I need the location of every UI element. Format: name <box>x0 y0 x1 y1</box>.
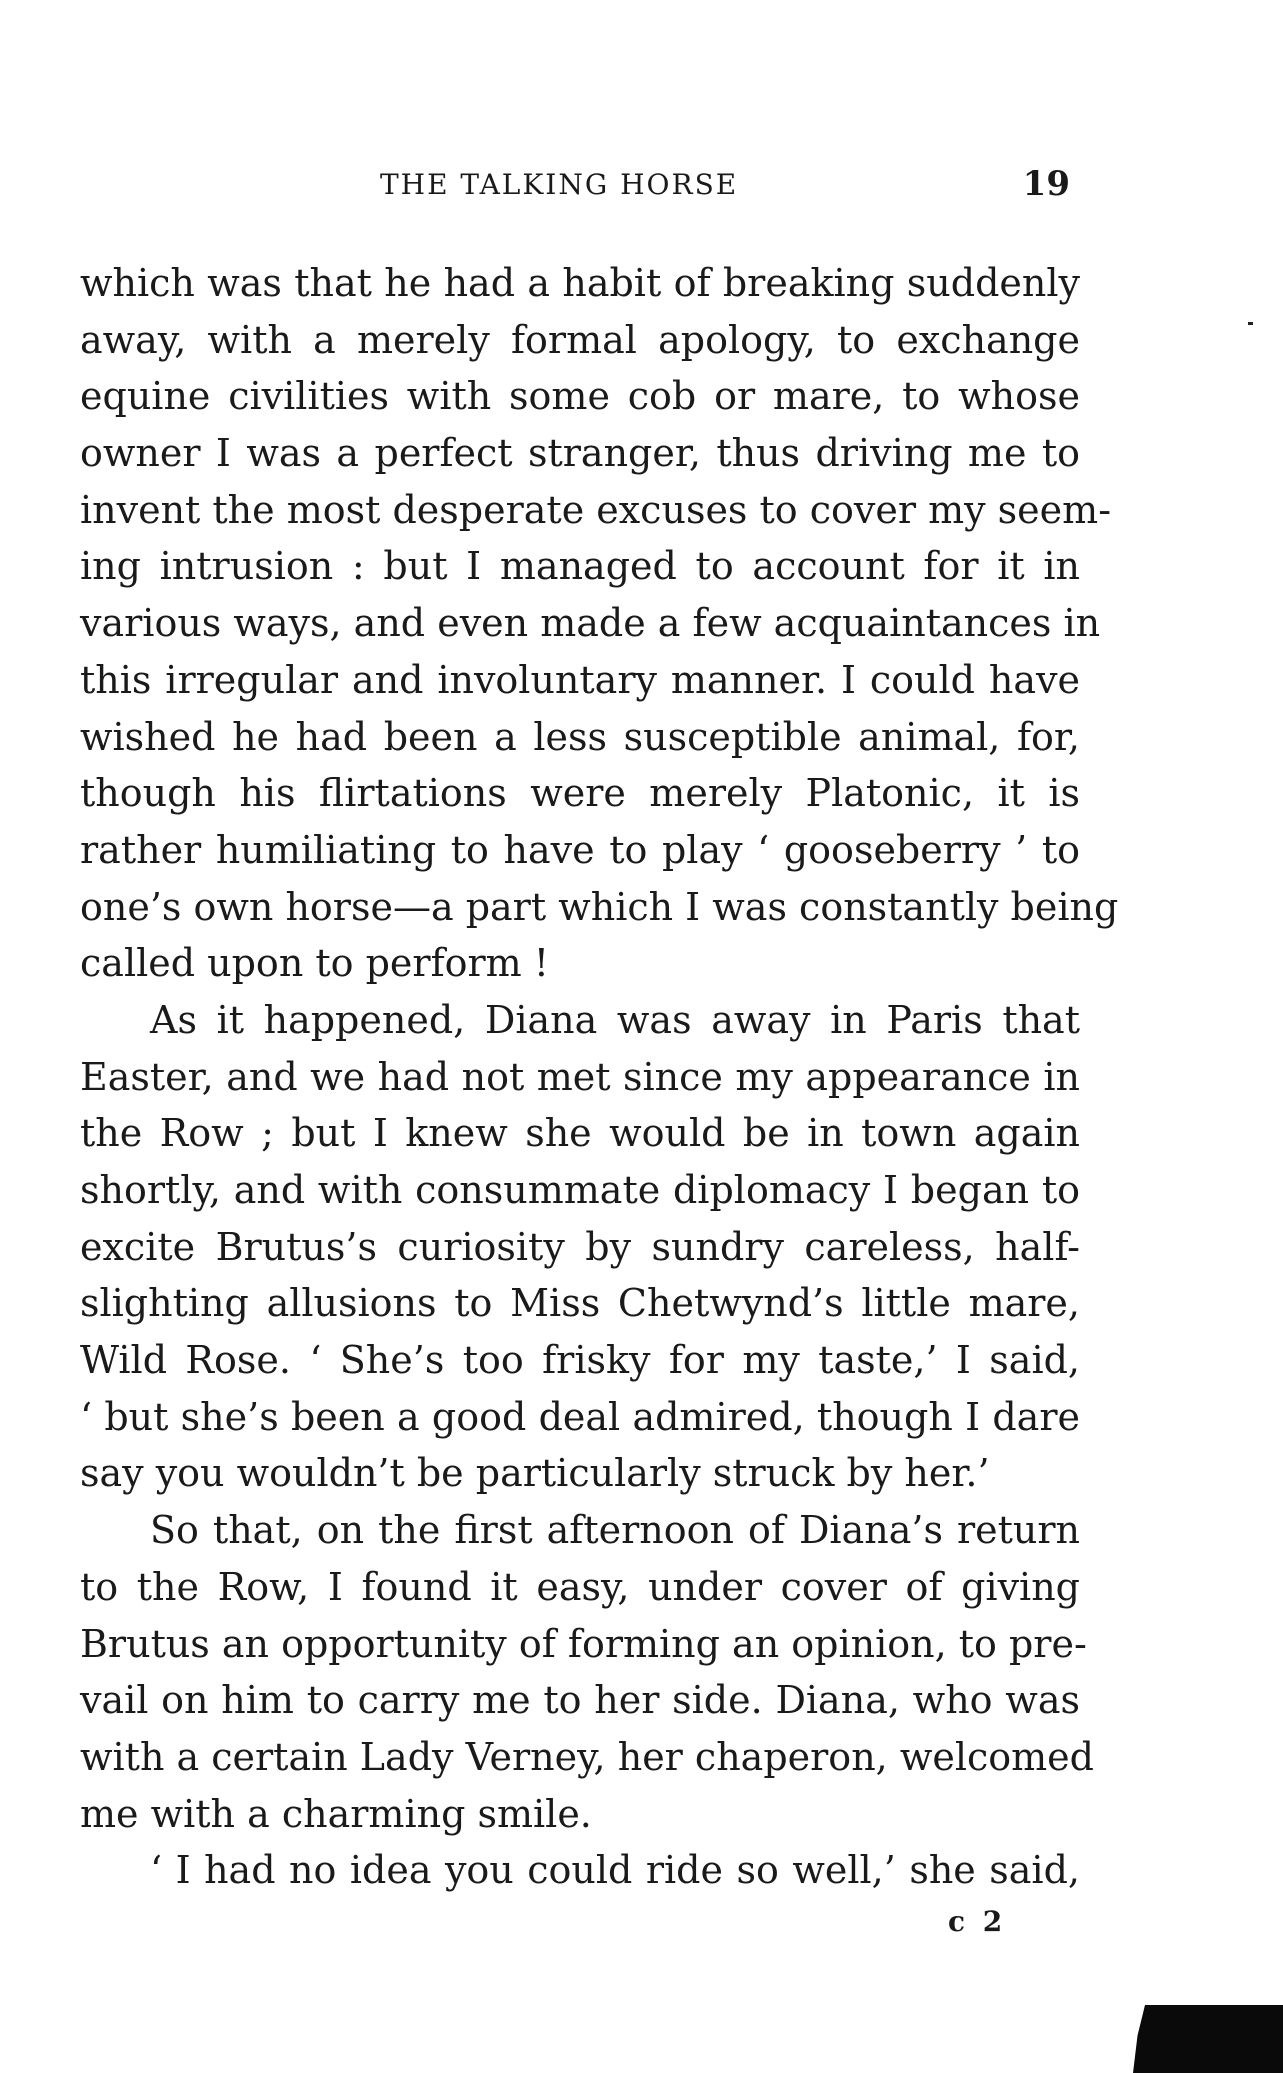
text-line: with a certain Lady Verney, her chaperon, welcomed <box>80 1734 1094 1779</box>
text-line: Brutus an opportunity of forming an opinion, to pre- <box>80 1621 1087 1666</box>
text-line: away, with a merely formal apology, to exchange <box>80 317 1080 362</box>
page-header <box>80 164 1080 212</box>
text-line: one’s own horse—a part which I was constantly being <box>80 884 1119 929</box>
text-line: say you wouldn’t be particularly struck by her.’ <box>80 1451 990 1496</box>
text-line: shortly, and with consummate diplomacy I began to <box>80 1168 1080 1212</box>
text-line: rather humiliating to have to play ‘ gooseberry ’ to <box>80 827 1080 872</box>
text-line: slighting allusions to Miss Chetwynd’s little mare, <box>80 1281 1080 1326</box>
page-number: 19 <box>1022 164 1070 204</box>
text-line: excite Brutus’s curiosity by sundry careless, half- <box>80 1224 1080 1269</box>
text-line: So that, on the first afternoon of Diana’s return <box>150 1508 1080 1553</box>
text-line: wished he had been a less susceptible animal, for, <box>80 714 1080 759</box>
text-line: to the Row, I found it easy, under cover of giving <box>80 1564 1080 1609</box>
text-line: vail on him to carry me to her side. Diana, who was <box>80 1678 1080 1723</box>
scan-speck <box>1248 322 1253 325</box>
text-line: the Row ; but I knew she would be in town again <box>80 1111 1080 1156</box>
text-line: called upon to perform ! <box>80 941 550 986</box>
text-line: ing intrusion : but I managed to account for it in <box>80 544 1080 589</box>
text-line: various ways, and even made a few acquaintances in <box>80 601 1101 646</box>
text-line: owner I was a perfect stranger, thus driving me to <box>80 431 1080 476</box>
text-line: though his flirtations were merely Platonic, it is <box>80 771 1080 816</box>
running-title: THE TALKING HORSE <box>380 168 739 201</box>
text-line: As it happened, Diana was away in Paris that <box>150 997 1080 1042</box>
scan-edge-mark <box>1133 2005 1283 2073</box>
signature-mark: c 2 <box>948 1905 1007 1938</box>
text-line: invent the most desperate excuses to cover my seem- <box>80 487 1112 532</box>
text-line: ‘ I had no idea you could ride so well,’ she said, <box>150 1848 1080 1893</box>
text-line: this irregular and involuntary manner. I could have <box>80 657 1080 702</box>
text-line: equine civilities with some cob or mare, to whose <box>80 374 1080 419</box>
text-line: me with a charming smile. <box>80 1791 592 1836</box>
text-line: Wild Rose. ‘ She’s too frisky for my taste,’ I said, <box>80 1338 1080 1383</box>
body-text <box>80 255 1119 1899</box>
text-line: ‘ but she’s been a good deal admired, though I dare <box>80 1394 1080 1439</box>
text-line: which was that he had a habit of breaking suddenly <box>80 261 1080 305</box>
text-line: Easter, and we had not met since my appearance in <box>80 1054 1080 1099</box>
